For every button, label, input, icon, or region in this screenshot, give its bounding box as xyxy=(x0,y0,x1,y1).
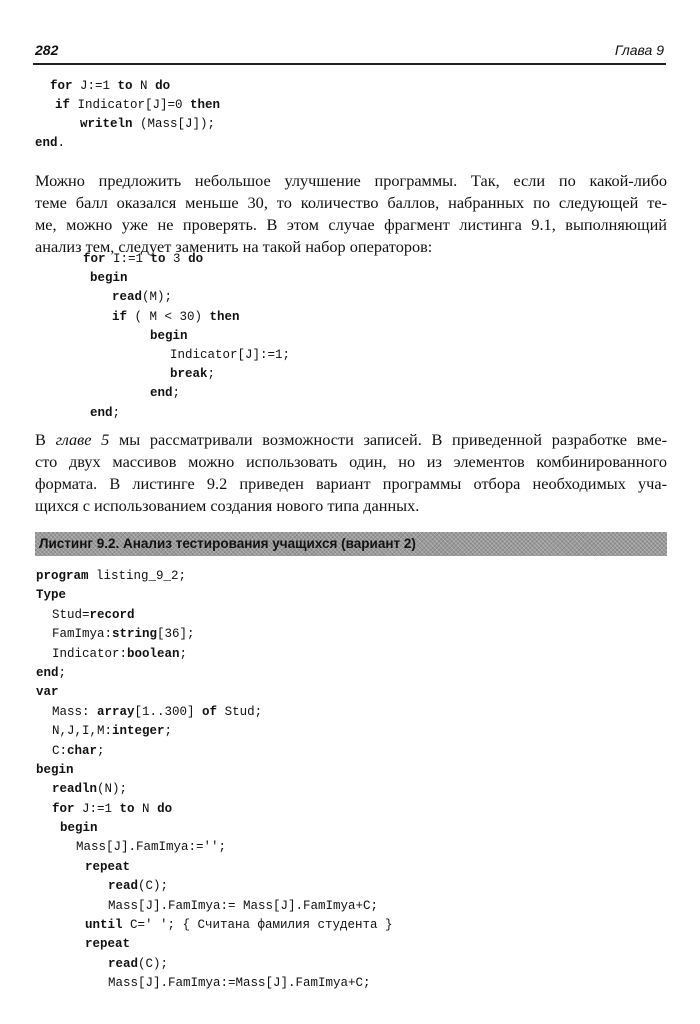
code-keyword: do xyxy=(188,252,204,266)
code-line xyxy=(52,780,360,799)
code-text: ; xyxy=(112,405,121,420)
code-keyword: for xyxy=(50,79,73,93)
paragraph-1 xyxy=(35,170,667,258)
code-text: Mass[J].FamImya:= Mass[J].FamImya+C; xyxy=(108,898,379,913)
code-line xyxy=(50,77,215,96)
code-text: . xyxy=(57,136,66,150)
code-text: ; xyxy=(97,743,105,758)
code-keyword: break xyxy=(170,367,208,382)
code-text: (C); xyxy=(138,956,169,971)
code-keyword: of xyxy=(202,704,218,719)
code-text: Mass[J].FamImya:=Mass[J].FamImya+C; xyxy=(108,976,371,991)
code-keyword: to xyxy=(117,79,133,93)
code-text: N xyxy=(134,801,158,816)
code-keyword: then xyxy=(209,309,240,324)
code-keyword: repeat xyxy=(85,937,131,952)
code-keyword: read xyxy=(112,290,143,305)
paragraph-line xyxy=(35,429,667,451)
code-keyword: readln xyxy=(52,782,98,797)
code-keyword: read xyxy=(108,879,139,894)
code-line xyxy=(52,645,360,664)
text-run: мы рассматривали возможности записей. В приведенной разработке вме- xyxy=(109,430,667,449)
paragraph-line: ме, можно уже не проверять. В этом случае фрагмент листинга 9.1, выполняющий xyxy=(35,215,667,234)
paragraph-line: теме балл оказался меньше 30, то количество баллов, набранных по следующей те- xyxy=(35,193,667,212)
code-line xyxy=(36,567,344,586)
code-text: N,J,I,M: xyxy=(52,724,113,739)
code-line xyxy=(108,974,416,993)
code-block-1 xyxy=(0,77,221,153)
code-line xyxy=(85,935,393,954)
code-keyword: string xyxy=(112,627,158,642)
code-line xyxy=(108,955,416,974)
code-text: Indicator: xyxy=(52,646,128,661)
code-text: FamImya: xyxy=(52,627,113,642)
paragraph-line: Можно предложить небольшое улучшение программы. Так, если по какой-либо xyxy=(35,171,667,190)
code-line xyxy=(52,703,360,722)
paragraph-line: анализ тем, следует заменить на такой набор операторов: xyxy=(35,237,433,256)
code-keyword: if xyxy=(55,98,71,112)
code-text: [1..300] xyxy=(134,704,203,719)
code-keyword: repeat xyxy=(85,859,131,874)
code-keyword: var xyxy=(36,685,59,700)
code-line xyxy=(52,625,360,644)
code-text: C=' '; { Считана фамилия студента } xyxy=(122,918,393,933)
code-text: Stud; xyxy=(217,704,263,719)
code-text: ; xyxy=(179,646,188,661)
code-keyword: boolean xyxy=(127,646,180,661)
code-line xyxy=(36,586,344,605)
code-line xyxy=(170,365,298,384)
code-line xyxy=(36,683,344,702)
code-line xyxy=(52,800,360,819)
code-keyword: if xyxy=(112,309,128,324)
code-keyword: program xyxy=(36,569,89,583)
code-keyword: char xyxy=(67,743,98,758)
code-line xyxy=(90,404,218,423)
paragraph-line xyxy=(35,473,667,495)
code-text: Indicator[J]=0 xyxy=(70,98,191,112)
code-line xyxy=(112,288,240,307)
code-keyword: record xyxy=(89,607,135,622)
text-run: щихся с использованием создания нового типа данных. xyxy=(35,496,420,515)
code-text: N xyxy=(132,79,156,93)
code-line xyxy=(36,664,344,683)
code-keyword: begin xyxy=(150,328,188,343)
listing-caption-bar xyxy=(35,532,667,556)
code-line xyxy=(35,134,200,153)
code-text: ; xyxy=(207,367,216,382)
code-keyword: until xyxy=(85,918,123,933)
code-keyword: do xyxy=(155,79,171,93)
paragraph-line xyxy=(35,495,667,517)
code-text: ; xyxy=(58,665,67,680)
code-line xyxy=(80,115,245,134)
code-line xyxy=(108,897,416,916)
paragraph-line xyxy=(35,451,667,473)
chapter-reference: главе 5 xyxy=(55,430,110,449)
code-text: [36]; xyxy=(157,627,195,642)
code-text: Indicator[J]:=1; xyxy=(170,347,291,362)
code-block-2 xyxy=(0,250,291,423)
chapter-title: Глава 9 xyxy=(614,42,664,58)
code-block-3 xyxy=(0,567,393,994)
paragraph-2 xyxy=(35,429,667,517)
code-keyword: read xyxy=(108,956,139,971)
code-text: J:=1 xyxy=(72,79,118,93)
code-line xyxy=(150,384,278,403)
code-keyword: to xyxy=(119,801,135,816)
code-keyword: Type xyxy=(36,588,67,603)
code-line xyxy=(76,838,384,857)
code-keyword: end xyxy=(36,665,59,680)
code-text: ; xyxy=(164,724,173,739)
code-line xyxy=(52,722,360,741)
code-text: C: xyxy=(52,743,68,758)
code-keyword: then xyxy=(190,98,221,112)
code-line xyxy=(90,269,218,288)
code-line xyxy=(108,877,416,896)
code-keyword: end xyxy=(90,405,113,420)
text-run: сто двух массивов можно использовать один, но из элементов комбинированного xyxy=(35,452,667,471)
code-line xyxy=(83,250,211,269)
code-text: I:=1 xyxy=(105,252,151,266)
code-line xyxy=(85,858,393,877)
code-text: Stud= xyxy=(52,607,90,622)
code-keyword: do xyxy=(157,801,173,816)
text-run: В xyxy=(35,430,56,449)
code-keyword: for xyxy=(83,252,106,266)
code-keyword: end xyxy=(35,136,58,150)
code-line xyxy=(55,96,220,115)
code-keyword: begin xyxy=(36,762,74,777)
code-keyword: array xyxy=(97,704,135,719)
code-keyword: writeln xyxy=(80,117,133,131)
code-keyword: to xyxy=(150,252,166,266)
code-line xyxy=(52,742,360,761)
code-text: 3 xyxy=(165,252,189,266)
code-keyword: for xyxy=(52,801,75,816)
code-keyword: begin xyxy=(60,821,98,836)
listing-title: Листинг 9.2. Анализ тестирования учащихся (вариант 2) xyxy=(39,536,416,551)
code-keyword: integer xyxy=(112,724,165,739)
code-line xyxy=(170,346,298,365)
code-text: J:=1 xyxy=(74,801,120,816)
code-line xyxy=(112,308,240,327)
page-number: 282 xyxy=(35,42,59,58)
code-text: listing_9_2; xyxy=(88,569,187,583)
code-text: (N); xyxy=(97,782,128,797)
code-text: (C); xyxy=(138,879,169,894)
code-keyword: begin xyxy=(90,271,128,286)
code-line xyxy=(85,916,393,935)
code-text: ( M < 30) xyxy=(127,309,210,324)
code-line xyxy=(36,761,344,780)
code-text: (M); xyxy=(142,290,173,305)
text-run: формата. В листинге 9.2 приведен вариант программы отбора необходимых уча- xyxy=(35,474,667,493)
code-text: (Mass[J]); xyxy=(132,117,216,131)
code-line xyxy=(150,327,278,346)
header-rule xyxy=(33,63,666,65)
code-line xyxy=(52,606,360,625)
code-text: ; xyxy=(172,386,181,401)
code-text: Mass[J].FamImya:=''; xyxy=(76,840,227,855)
code-text: Mass: xyxy=(52,704,98,719)
code-line xyxy=(60,819,368,838)
code-keyword: end xyxy=(150,386,173,401)
